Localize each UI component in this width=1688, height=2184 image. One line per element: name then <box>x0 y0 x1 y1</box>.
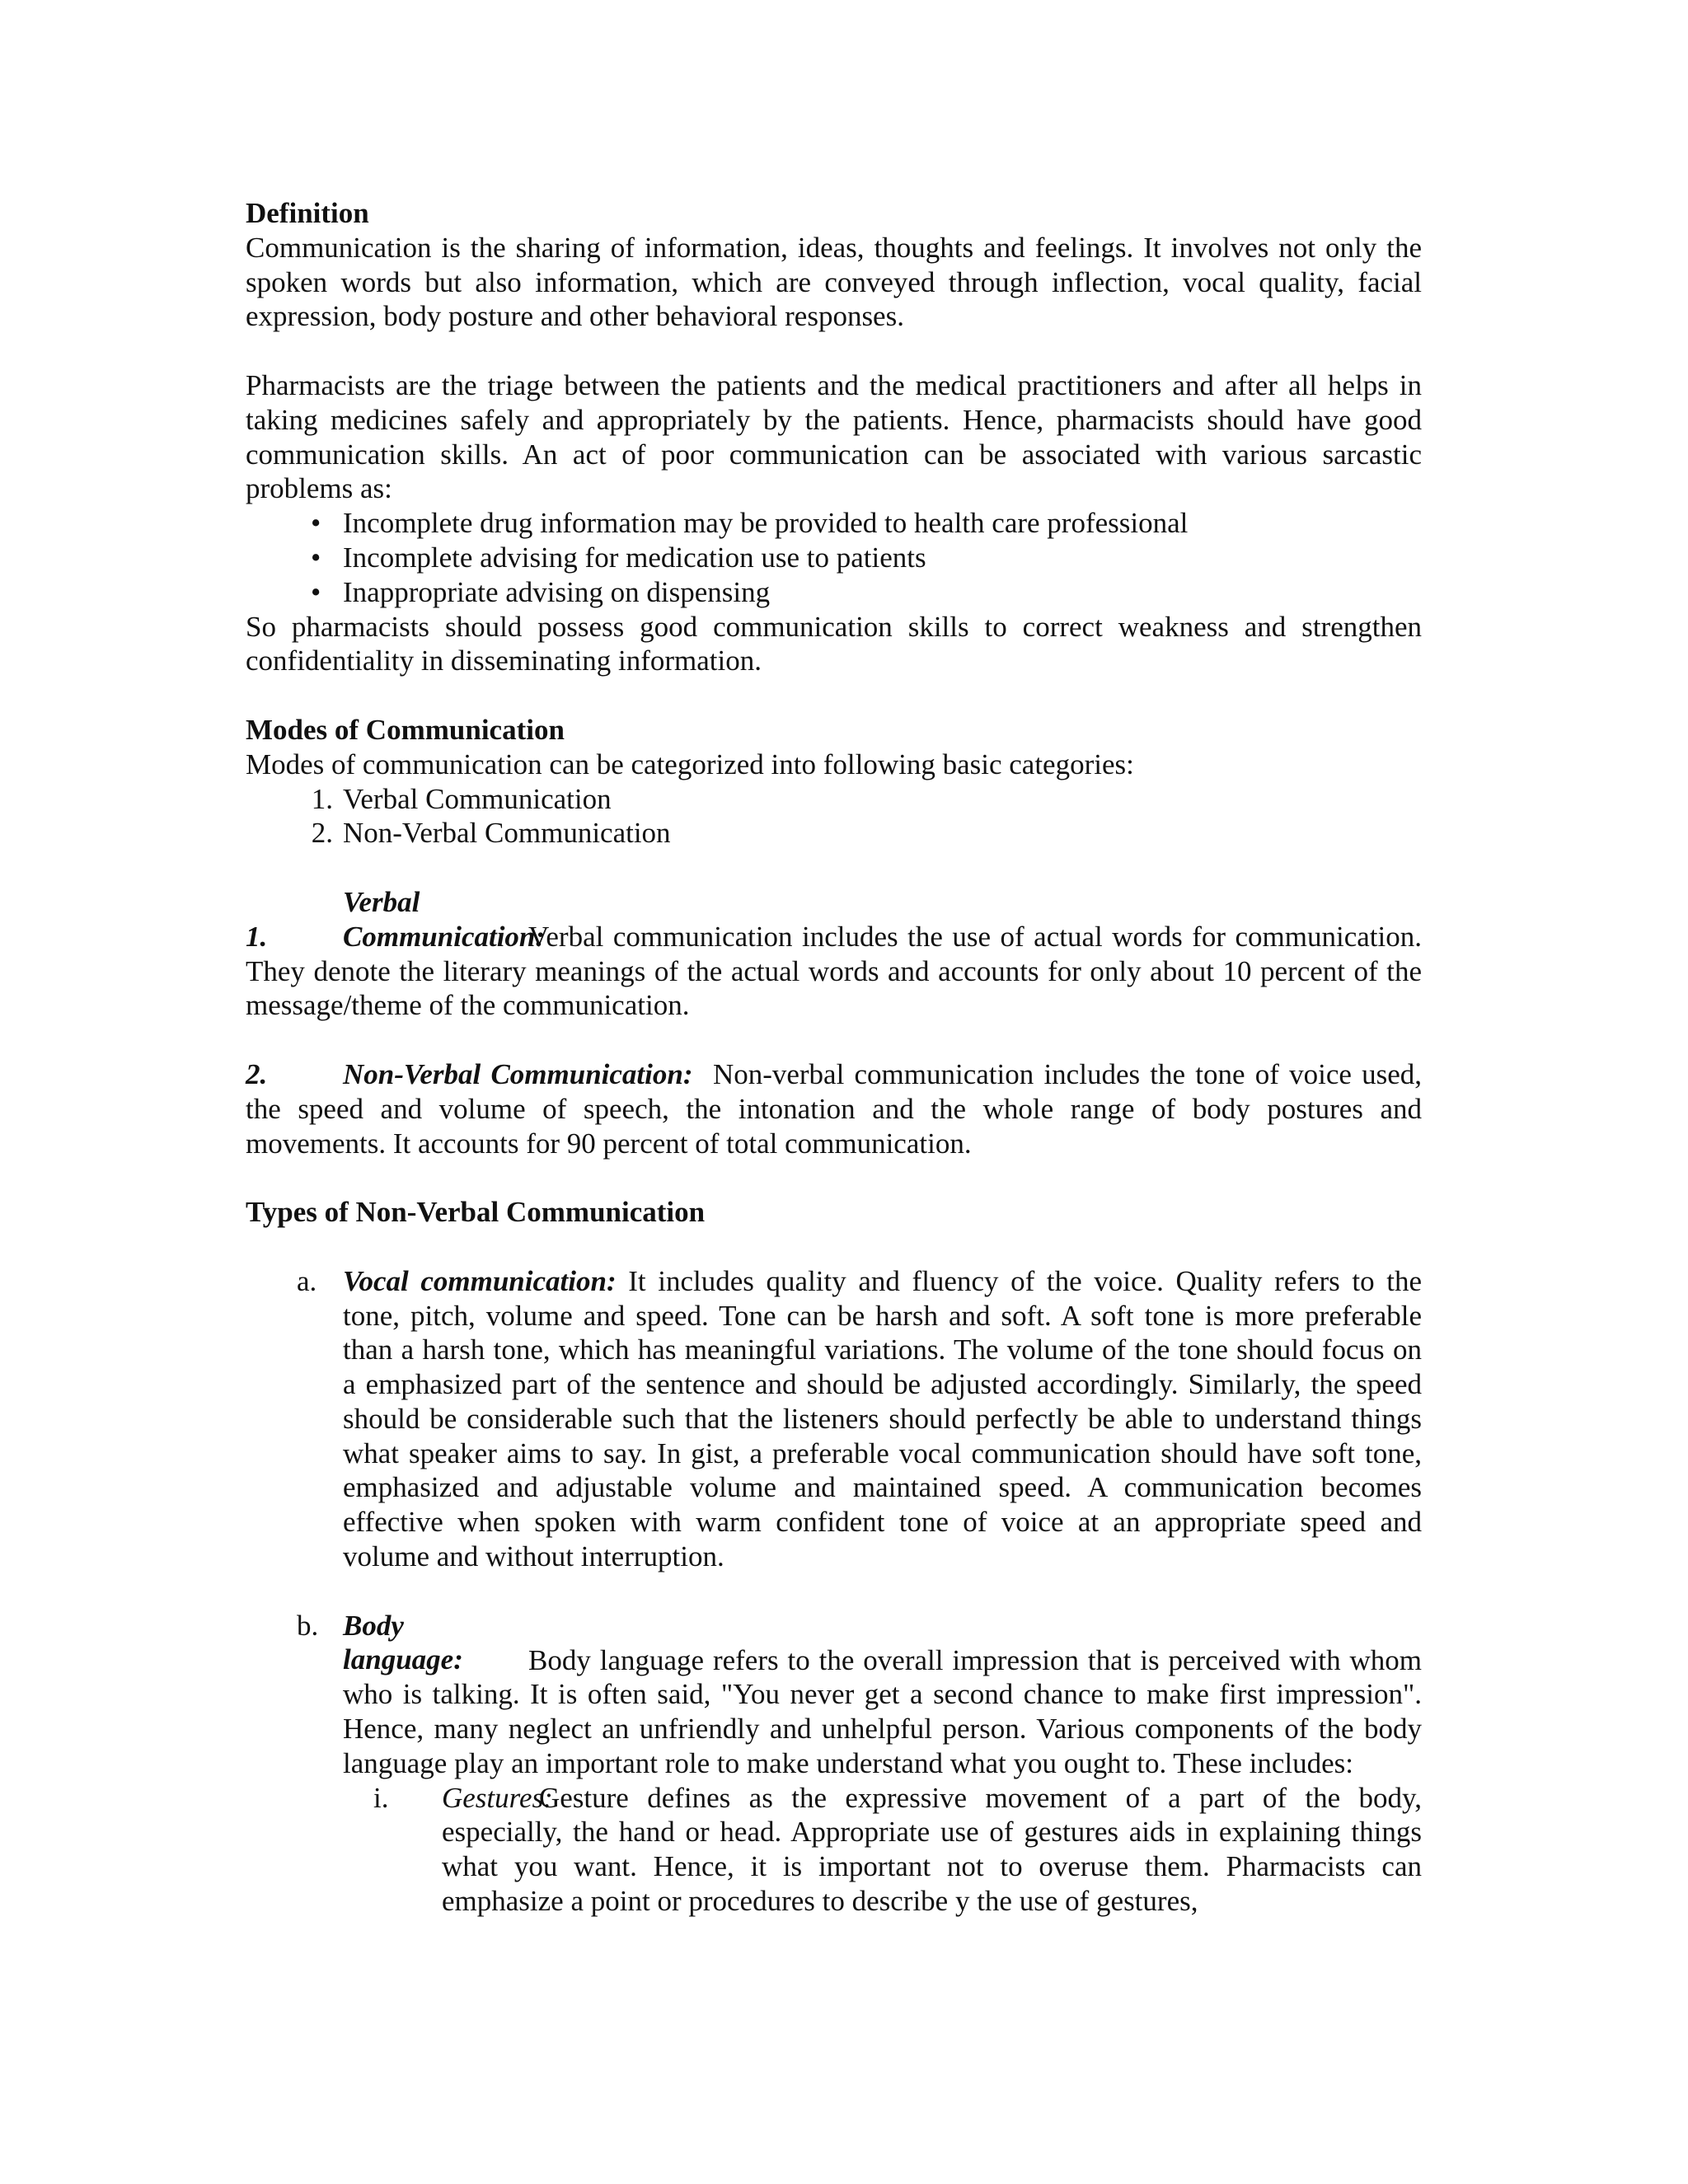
list-item: 2. Non-Verbal Communication <box>311 817 671 850</box>
bullet-icon: • <box>311 541 321 574</box>
bullet-icon: • <box>311 507 321 540</box>
definition-heading: Definition <box>246 197 369 229</box>
body-language-term: Body language: <box>343 1609 463 1676</box>
list-item: • Incomplete drug information may be provided to health care professional <box>311 507 1189 540</box>
modes-intro: Modes of communication can be categorized into following basic categories: <box>246 748 1134 780</box>
modes-heading: Modes of Communication <box>246 713 565 746</box>
list-item: 1. Verbal Communication <box>311 782 612 815</box>
verbal-paragraph: 1.Verbal Communication:Verbal communication includes the use of actual words for communication. They denote the literary meanings of the actual words and accounts for only about 10 percent of the message/theme of the communication. <box>246 885 1422 1022</box>
list-item: • Incomplete advising for medication use to patients <box>311 541 926 574</box>
nonverbal-paragraph: 2. Non-Verbal Communication: Non-verbal communication includes the tone of voice used, the speed and volume of speech, the intonation and the whole range of body postures and movements. It accounts for 90 percent of total communication. <box>246 1057 1423 1160</box>
conclusion-paragraph: So pharmacists should possess good communication skills to correct weakness and strengthen confidentiality in disseminating information. <box>246 610 1422 677</box>
gestures-term: Gestures: <box>442 1781 553 1814</box>
body-language-item: b. Body language: Body language refers to the overall impression that is perceived with whom who is talking. It is often said, "You never get a second chance to make first impression". Hence, many neglect an unfriendly and unhelpful person. Various components of the body language play an important role to make understand what you ought to. These includes: <box>297 1609 1422 1779</box>
vocal-item: a. Vocal communication: It includes quality and fluency of the voice. Quality refers to the tone, pitch, volume and speed. Tone can be harsh and soft. A soft tone is more preferable than a harsh tone, which has meaningful variations. The volume of the tone should focus on a emphasized part of the sentence and should be adjusted accordingly. Similarly, the speed should be considerable such that the listeners should perfectly be able to understand things what speaker aims to say. In gist, a preferable vocal communication should have soft tone, emphasized and adjustable volume and maintained speed. A communication becomes effective when spoken with warm confident tone of voice at an appropriate speed and volume and without interruption. <box>297 1264 1423 1573</box>
pharmacists-paragraph: Pharmacists are the triage between the patients and the medical practitioners and after all helps in taking medicines safely and appropriately by the patients. Hence, pharmacists should have good communication skills. An act of poor communication can be associated with various sarcastic problems as: <box>246 368 1422 505</box>
vocal-term: Vocal communication: <box>343 1264 617 1297</box>
problems-list <box>246 506 1422 609</box>
modes-list <box>246 782 1422 851</box>
list-item: • Inappropriate advising on dispensing <box>311 575 771 608</box>
definition-paragraph: Communication is the sharing of information, ideas, thoughts and feelings. It involves not only the spoken words but also information, which are conveyed through inflection, vocal quality, facial expression, body posture and other behavioral responses. <box>246 231 1422 333</box>
types-heading: Types of Non-Verbal Communication <box>246 1196 706 1229</box>
verbal-term: Verbal Communication: <box>343 885 546 953</box>
nonverbal-term: Non-Verbal Communication: <box>343 1057 693 1090</box>
types-list <box>246 1264 1422 1919</box>
gestures-item: i. Gestures:Gesture defines as the expressive movement of a part of the body, especially, the hand or head. Appropriate use of gestures aids in explaining things what you want. Hence, it is important not to overuse them. Pharmacists can emphasize a point or procedures to describe y the use of gestures, <box>373 1781 1422 1918</box>
bullet-icon: • <box>311 575 321 608</box>
document-page <box>246 196 1422 1919</box>
